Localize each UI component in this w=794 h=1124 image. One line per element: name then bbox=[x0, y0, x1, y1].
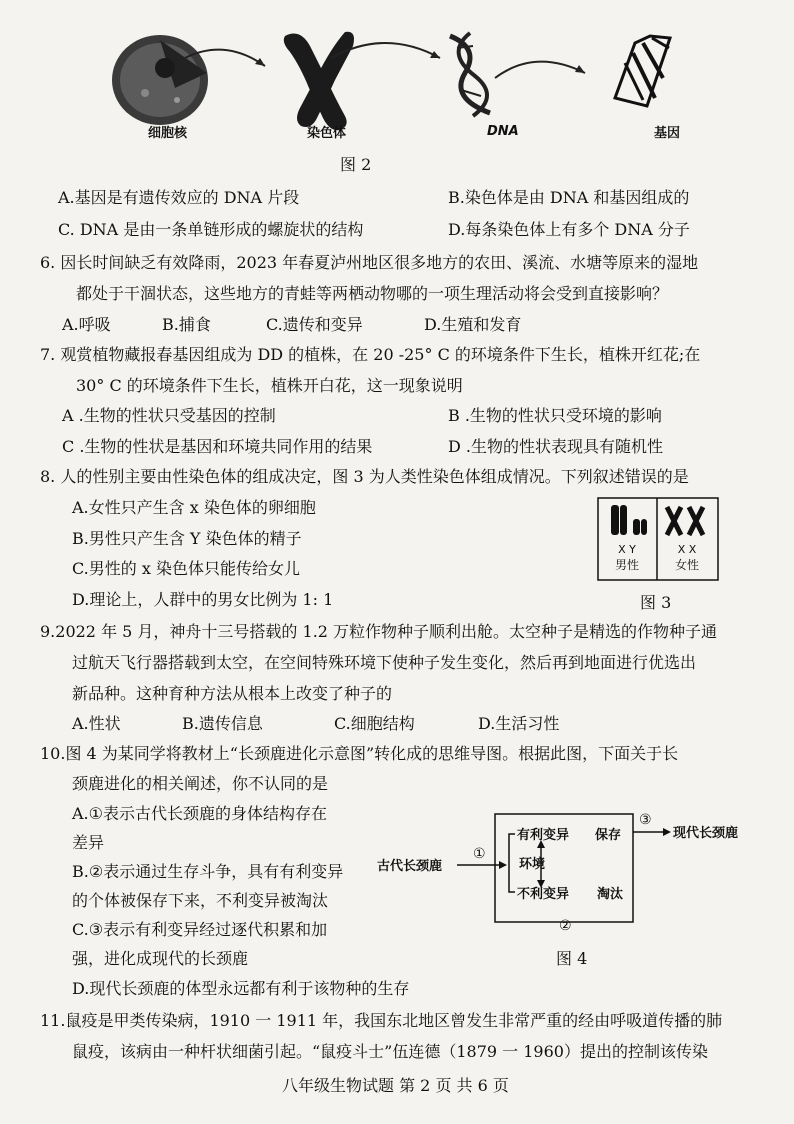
q10-option-b-line-1: B.②表示通过生存斗争，具有有利变异 bbox=[72, 862, 344, 881]
q6-option-b: B.捕食 bbox=[162, 315, 211, 334]
q9-stem-line-1: 9.2022 年 5 月，神舟十三号搭载的 1.2 万粒作物种子顺利出舱。太空种子是精选的作物种子通 bbox=[40, 622, 718, 641]
fig2-caption: 图 2 bbox=[340, 155, 372, 174]
q8-option-c: C.男性的 x 染色体只能传给女儿 bbox=[72, 559, 300, 578]
q10-option-b-line-2: 的个体被保存下来，不利变异被淘汰 bbox=[72, 891, 329, 910]
q6-option-c: C.遗传和变异 bbox=[266, 315, 363, 334]
q5-option-d: D.每条染色体上有多个 DNA 分子 bbox=[448, 220, 690, 239]
chromosome-image bbox=[284, 32, 354, 130]
q6-stem-line-2: 都处于干涸状态，这些地方的青蛙等两栖动物哪的一项生理活动将会受到直接影响？ bbox=[76, 284, 669, 303]
fig4-marker-2: ② bbox=[559, 918, 572, 934]
fig4-modern-giraffe: 现代长颈鹿 bbox=[673, 826, 739, 841]
female-label: 女性 bbox=[674, 558, 700, 572]
fig4-preserve: 保存 bbox=[595, 828, 622, 843]
q5-option-b: B.染色体是由 DNA 和基因组成的 bbox=[448, 188, 690, 207]
q11-stem-line-2: 鼠疫，该病由一种杆状细菌引起。“鼠疫斗士”伍连德（1879 一 1960）提出的控制该传染 bbox=[72, 1042, 708, 1061]
q8-stem: 8. 人的性别主要由性染色体的组成决定，图 3 为人类性染色体组成情况。下列叙述错误的是 bbox=[40, 467, 689, 486]
q7-option-c: C .生物的性状是基因和环境共同作用的结果 bbox=[62, 437, 373, 456]
q5-option-a: A.基因是有遗传效应的 DNA 片段 bbox=[58, 188, 300, 207]
page-footer: 八年级生物试题 第 2 页 共 6 页 bbox=[282, 1076, 509, 1095]
q6-stem-line-1: 6. 因长时间缺乏有效降雨，2023 年春夏泸州地区很多地方的农田、溪流、水塘等原来的湿地 bbox=[40, 253, 699, 272]
q9-option-b: B.遗传信息 bbox=[182, 714, 263, 733]
fig4-marker-1: ① bbox=[473, 846, 486, 862]
fig4-unfavorable-variation: 不利变异 bbox=[517, 887, 570, 902]
q9-option-c: C.细胞结构 bbox=[334, 714, 415, 733]
q9-stem-line-2: 过航天飞行器搭载到太空，在空间特殊环境下使种子发生变化，然后再到地面进行优选出 bbox=[72, 653, 697, 672]
q7-option-b: B .生物的性状只受环境的影响 bbox=[448, 406, 662, 425]
female-chromo-text: X X bbox=[677, 543, 697, 556]
fig4-environment: 环境 bbox=[519, 857, 546, 872]
q8-option-d: D.理论上，人群中的男女比例为 1: 1 bbox=[72, 590, 334, 609]
q6-option-a: A.呼吸 bbox=[62, 315, 111, 334]
fig2-label-nucleus: 细胞核 bbox=[148, 126, 188, 141]
q10-stem-line-1: 10.图 4 为某同学将教材上“长颈鹿进化示意图”转化成的思维导图。根据此图，下面关于长 bbox=[40, 744, 679, 763]
gene-image bbox=[615, 36, 670, 106]
q8-option-a: A.女性只产生含 x 染色体的卵细胞 bbox=[72, 498, 316, 517]
q9-option-a: A.性状 bbox=[72, 714, 121, 733]
fig3-caption: 图 3 bbox=[640, 593, 672, 612]
arrow-dna-to-gene bbox=[495, 62, 585, 78]
fig4-ancient-giraffe: 古代长颈鹿 bbox=[377, 859, 443, 874]
q10-option-a-line-2: 差异 bbox=[72, 833, 105, 852]
fig2-label-chromosome: 染色体 bbox=[307, 126, 347, 141]
fig4-favorable-variation: 有利变异 bbox=[517, 828, 570, 843]
dna-image bbox=[450, 33, 490, 116]
figure-4-mind-map bbox=[375, 806, 785, 936]
q10-option-c-line-1: C.③表示有利变异经过逐代积累和加 bbox=[72, 920, 328, 939]
fig4-caption: 图 4 bbox=[556, 949, 588, 968]
male-chromo-text: X Y bbox=[618, 543, 636, 556]
fig4-eliminate: 淘汰 bbox=[597, 887, 624, 902]
q8-option-b: B.男性只产生含 Y 染色体的精子 bbox=[72, 529, 302, 548]
q10-stem-line-2: 颈鹿进化的相关阐述，你不认同的是 bbox=[72, 774, 329, 793]
fig2-label-gene: 基因 bbox=[654, 126, 681, 141]
male-label: 男性 bbox=[614, 558, 640, 572]
nucleus-image bbox=[112, 35, 208, 125]
q10-option-d: D.现代长颈鹿的体型永远都有利于该物种的生存 bbox=[72, 979, 410, 998]
q11-stem-line-1: 11.鼠疫是甲类传染病，1910 一 1911 年，我国东北地区曾发生非常严重的经由呼吸道传播的肺 bbox=[40, 1011, 723, 1030]
q6-option-d: D.生殖和发育 bbox=[424, 315, 522, 334]
male-chromosomes-icon bbox=[611, 505, 647, 535]
q9-stem-line-3: 新品种。这种育种方法从根本上改变了种子的 bbox=[72, 684, 393, 703]
q5-option-c: C. DNA 是由一条单链形成的螺旋状的结构 bbox=[58, 220, 364, 239]
q10-option-a-line-1: A.①表示古代长颈鹿的身体结构存在 bbox=[72, 804, 327, 823]
female-chromosomes-icon bbox=[667, 507, 703, 535]
fig2-label-dna: DNA bbox=[487, 124, 519, 139]
figure-2-diagram bbox=[95, 18, 735, 143]
q7-stem-line-1: 7. 观赏植物藏报春基因组成为 DD 的植株，在 20 -25° C 的环境条件下生长，植株开红花;在 bbox=[40, 345, 701, 364]
q7-option-a: A .生物的性状只受基因的控制 bbox=[62, 406, 276, 425]
q7-option-d: D .生物的性状表现具有随机性 bbox=[448, 437, 664, 456]
figure-3-karyotype bbox=[597, 497, 719, 581]
fig4-marker-3: ③ bbox=[639, 812, 652, 828]
q10-option-c-line-2: 强，进化成现代的长颈鹿 bbox=[72, 949, 249, 968]
q7-stem-line-2: 30° C 的环境条件下生长，植株开白花，这一现象说明 bbox=[76, 376, 463, 395]
q9-option-d: D.生活习性 bbox=[478, 714, 560, 733]
